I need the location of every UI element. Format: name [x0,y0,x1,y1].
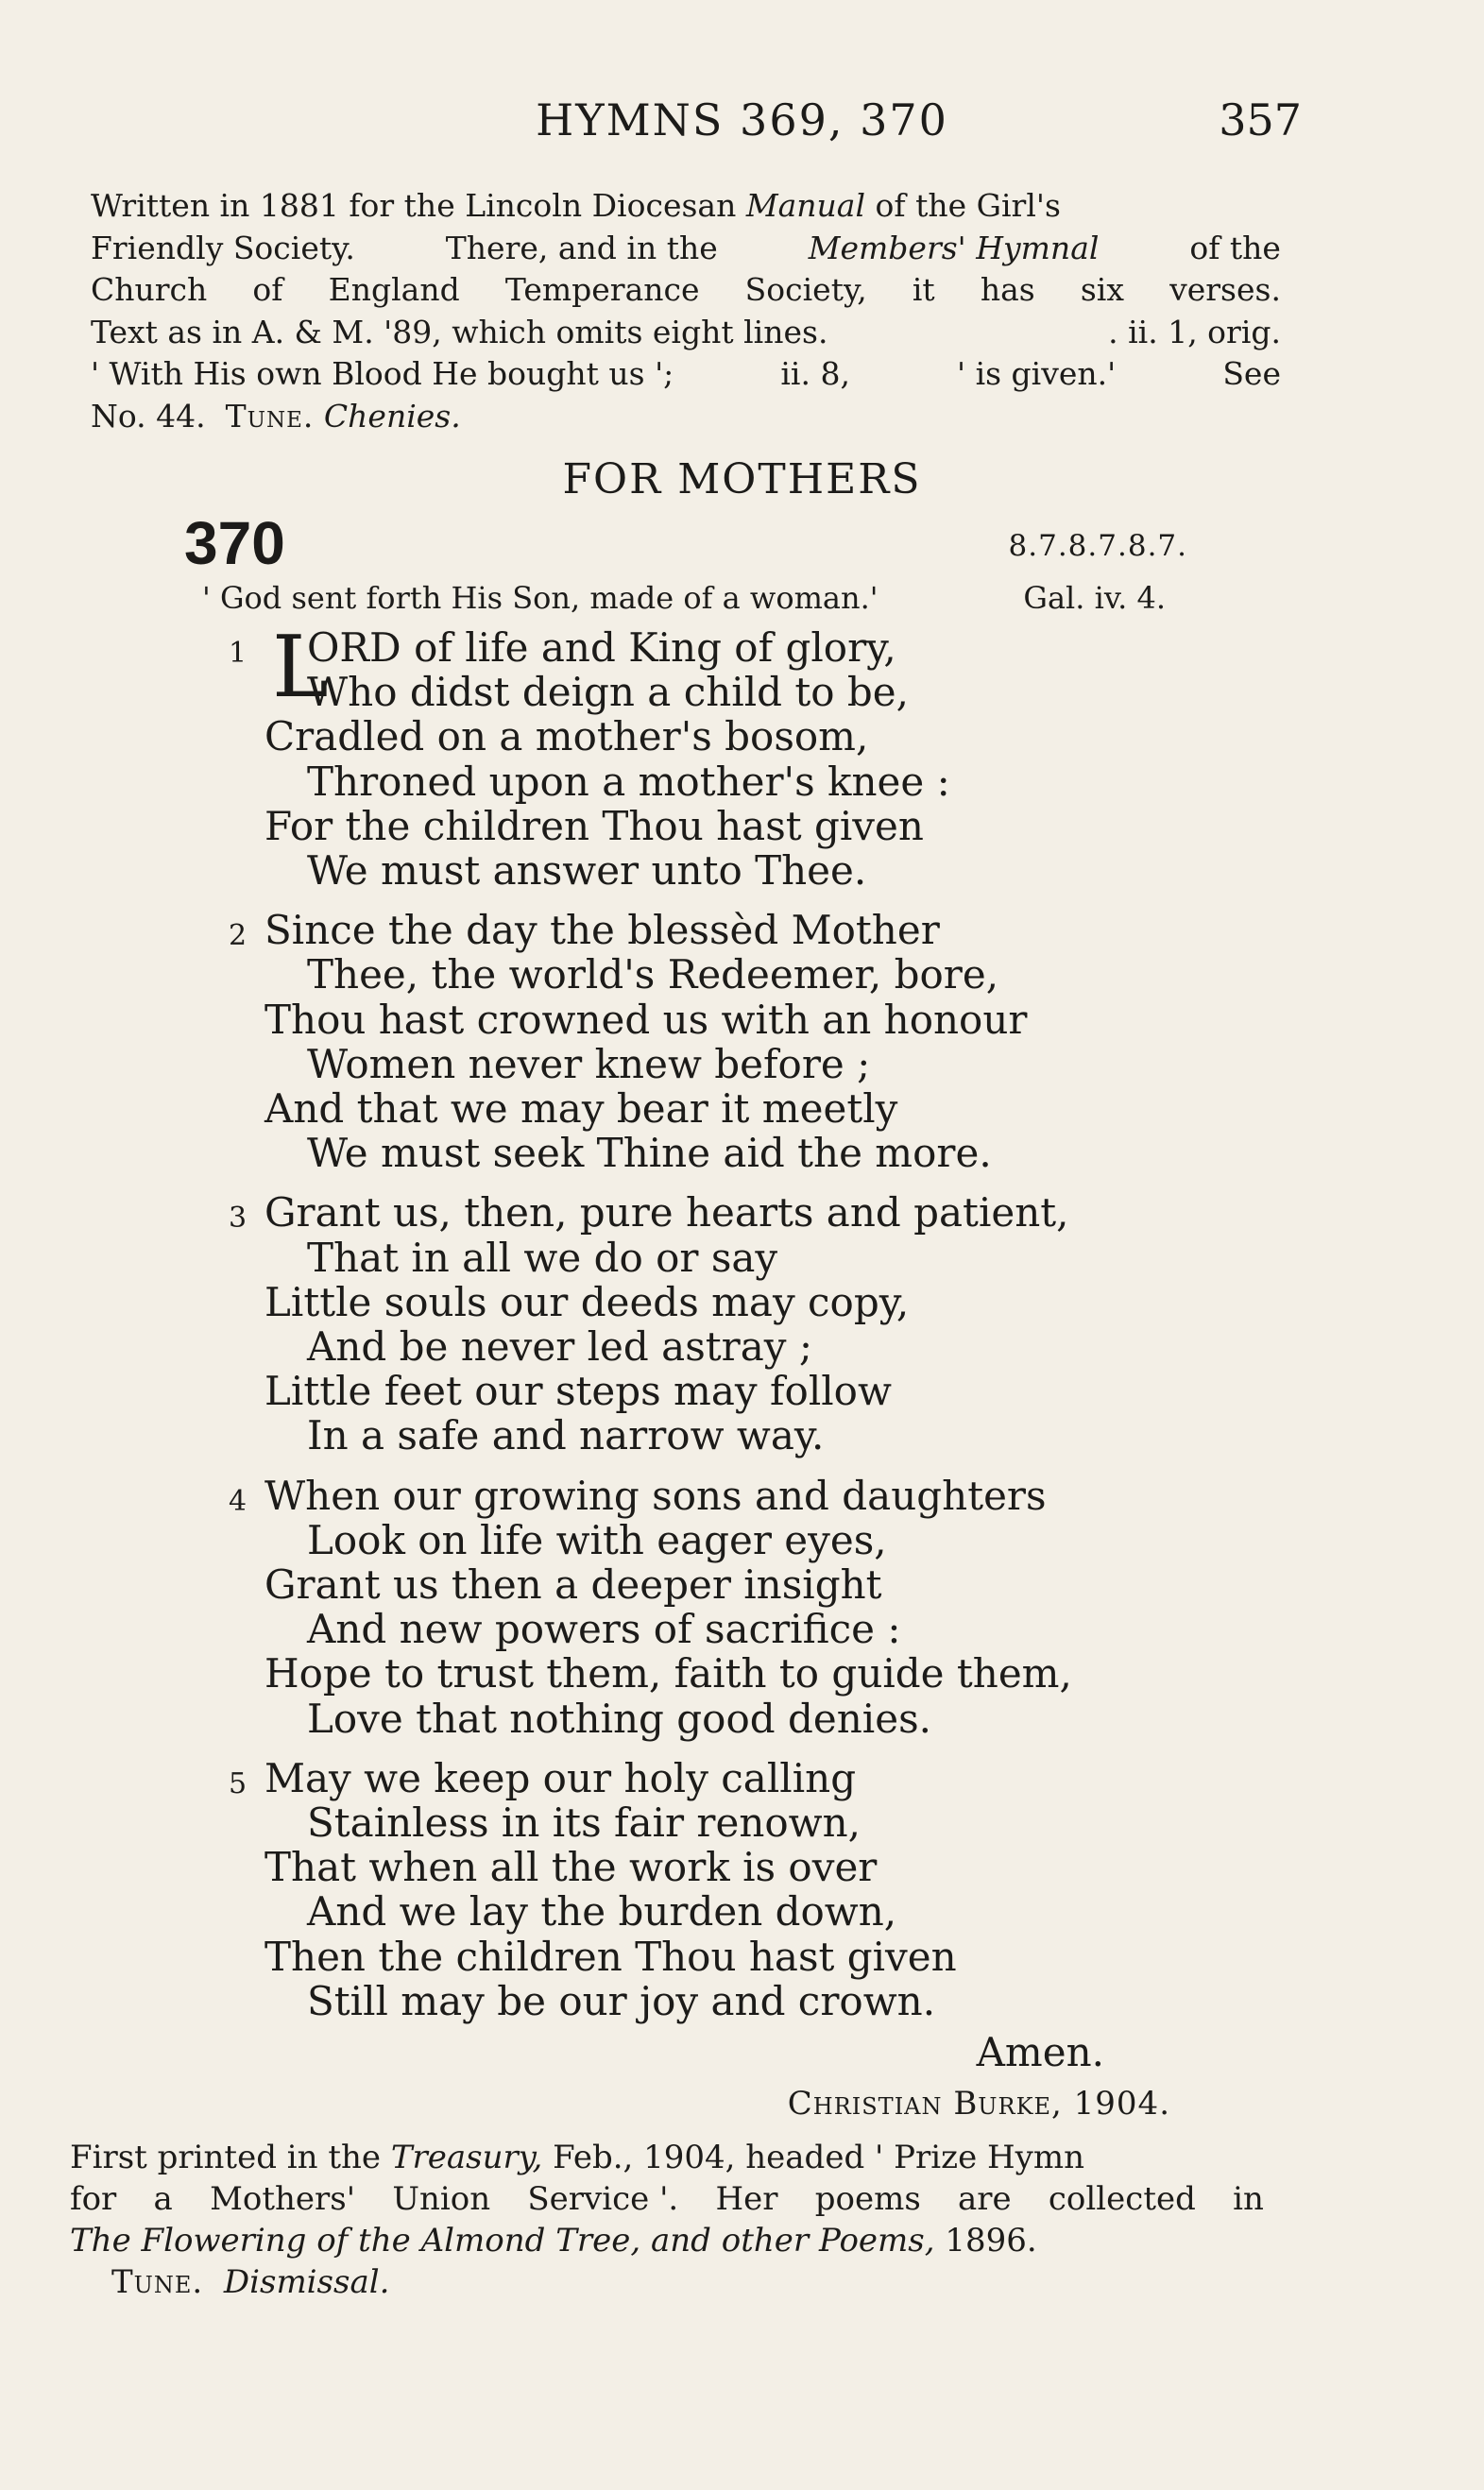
running-title: HYMNS 369, 370 [536,94,948,145]
hymn-text [189,618,1228,2038]
verse-line: Women never knew before ; [307,1040,871,1087]
stanza-3 [189,1190,1228,1458]
verse-line: Little souls our deeds may copy, [264,1278,910,1325]
verse-line: And we lay the burden down, [307,1888,897,1936]
stanza-1 [189,618,1228,895]
verse-line: That when all the work is over [264,1844,878,1891]
verse-line: Thou hast crowned us with an honour [264,996,1028,1043]
verse-line: Grant us then a deeper insight [264,1561,882,1609]
verse-line: Little feet our steps may follow [264,1368,892,1415]
note-line: First printed in the Treasury, Feb., 1904, headed ' Prize Hymn [70,2139,1085,2176]
verse-line: Throned upon a mother's knee : [307,758,950,805]
section-heading: FOR MOTHERS [562,455,922,503]
verse-line: And new powers of sacrifice : [307,1606,901,1653]
stanza-4 [189,1474,1228,1741]
stanza-number: 2 [229,919,247,953]
verse-line: That in all we do or say [307,1234,778,1281]
hymn-number: 370 [184,509,285,577]
note-line: Text as in A. & M. '89, which omits eight lines. . ii. 1, orig. [91,313,1281,350]
introductory-note [91,185,1281,437]
note-line: Friendly Society. There, and in the Members' Hymnal of the [91,229,1281,266]
author-attribution: Christian Burke, 1904. [787,2085,1170,2123]
stanza-number: 1 [229,637,247,670]
stanza-number: 5 [229,1766,247,1800]
meter: 8.7.8.7.8.7. [1008,529,1187,563]
note-line: Written in 1881 for the Lincoln Diocesan Manual of the Girl's [91,187,1061,224]
verse-line: Cradled on a mother's bosom, [264,713,869,760]
note-line: Church of England Temperance Society, it has six verses. [91,271,1281,308]
stanza-2 [189,908,1228,1175]
verse-line: Since the day the blessèd Mother [264,907,940,954]
verse-line: Look on life with eager eyes, [307,1516,887,1563]
stanza-5 [189,1756,1228,2023]
stanza-number: 3 [229,1202,247,1236]
verse-line: For the children Thou hast given [264,802,924,849]
verse-line: L ORD of life and King of glory, [272,618,896,717]
source-note [70,2137,1264,2303]
verse-line: In a safe and narrow way. [307,1412,825,1459]
verse-line: Who didst deign a child to be, [307,669,909,716]
amen: Amen. [976,2029,1104,2075]
note-line: for a Mothers' Union Service '. Her poems are collected in [70,2180,1264,2218]
page-number: 357 [1219,94,1302,145]
verse-line: Thee, the world's Redeemer, bore, [307,951,999,998]
verse-line: May we keep our holy calling [264,1754,857,1801]
epigraph-reference: Gal. iv. 4. [1023,580,1166,616]
note-line: Tune. Dismissal. [111,2263,390,2301]
verse-line: We must answer unto Thee. [307,847,867,895]
epigraph-text: ' God sent forth His Son, made of a woman.' [202,580,878,616]
verse-line: Hope to trust them, faith to guide them, [264,1650,1072,1697]
verse-line: Love that nothing good denies. [307,1695,931,1742]
drop-cap: L [272,618,329,717]
verse-line: Grant us, then, pure hearts and patient, [264,1189,1069,1236]
note-line: The Flowering of the Almond Tree, and other Poems, 1896. [70,2222,1037,2260]
verse-line: We must seek Thine aid the more. [307,1130,992,1177]
note-line: No. 44. Tune. Chenies. [91,397,461,435]
running-head [0,94,1484,151]
epigraph [202,580,1166,616]
verse-line: And that we may bear it meetly [264,1085,898,1133]
verse-line: Still may be our joy and crown. [307,1977,936,2024]
verse-line: Stainless in its fair renown, [307,1799,861,1847]
stanza-number: 4 [229,1484,247,1518]
verse-line: When our growing sons and daughters [264,1472,1047,1519]
verse-line: And be never led astray ; [307,1323,812,1371]
verse-line: Then the children Thou hast given [264,1933,957,1980]
note-line: ' With His own Blood He bought us '; ii. 8, ' is given.' See [91,355,1281,392]
